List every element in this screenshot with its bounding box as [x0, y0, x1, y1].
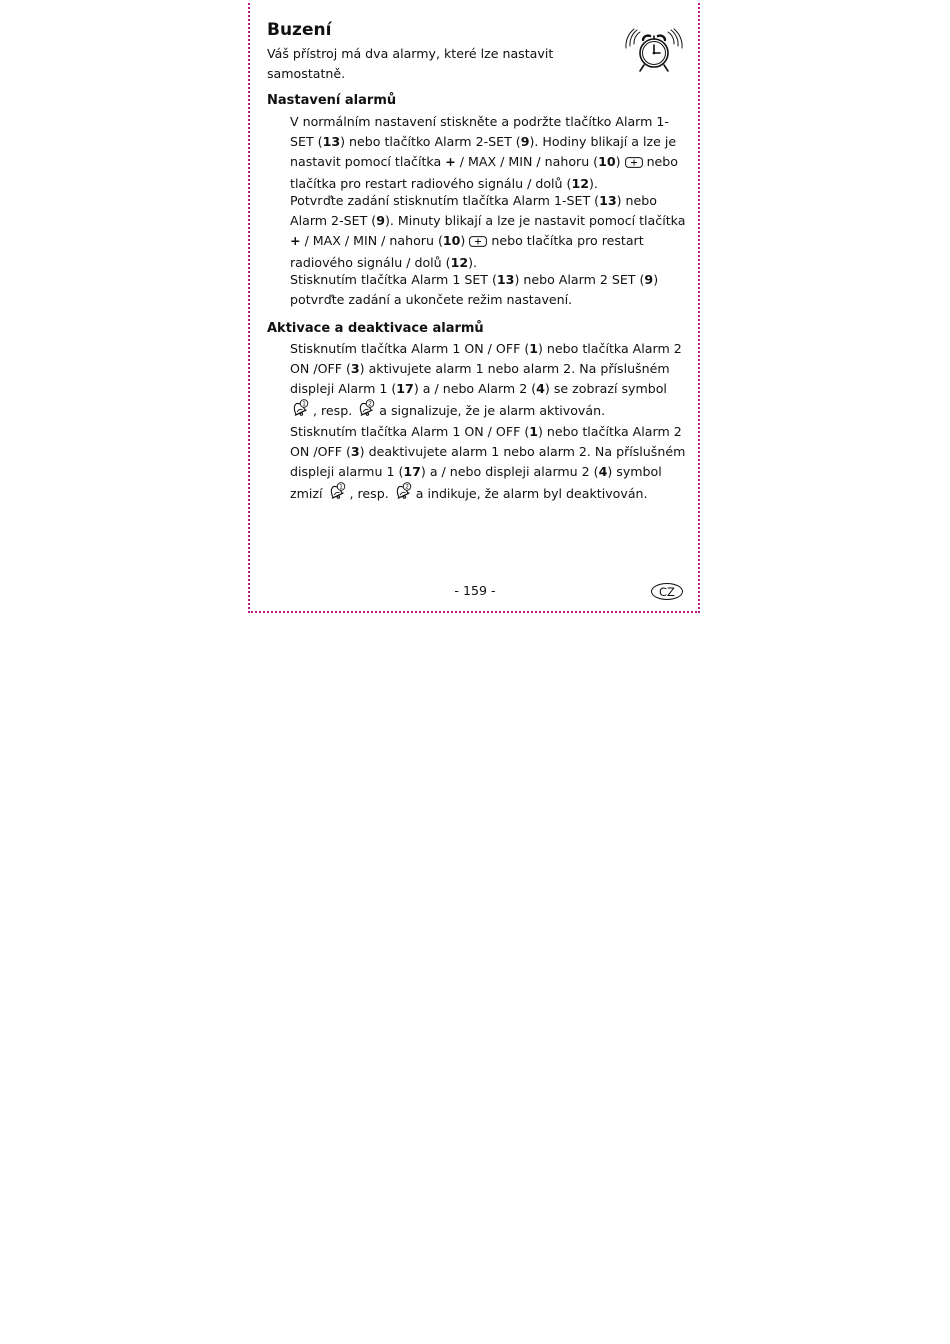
text-run: ). Hodiny blikají a lze je nastavit pomocí tlačítka [290, 133, 677, 169]
intro-text: Váš přístroj má dva alarmy, které lze nastavit samostatně. [267, 46, 554, 81]
text-run: nebo tlačítka pro restart radiového signálu / dolů ( [290, 153, 678, 191]
reference-number: 13 [599, 193, 617, 208]
reference-number: 13 [322, 133, 341, 149]
text-run: / MAX / MIN / nahoru ( [455, 153, 599, 169]
section-heading-alarm-setting: Nastavení alarmů [267, 93, 397, 108]
text-run: ) nebo tlačítko Alarm 2-SET ( [340, 133, 521, 149]
text-run: ) aktivujete alarm 1 nebo alarm 2. Na příslušném displeji Alarm 1 ( [290, 360, 670, 396]
page-number: - 159 - [454, 583, 496, 598]
section-heading-alarm-activation: Aktivace a deaktivace alarmů [267, 321, 484, 336]
text-run: ) nebo Alarm 2 SET ( [514, 272, 645, 287]
text-run: ) a / nebo Alarm 2 ( [413, 380, 537, 396]
text-run: Potvrďte zadání stisknutím tlačítka Alarm 1-SET ( [290, 193, 600, 208]
paragraph [290, 422, 686, 506]
reference-number: 9 [644, 272, 654, 287]
text-run: V normálním nastavení stiskněte a podržte tlačítko Alarm 1-SET ( [290, 114, 669, 149]
language-badge: CZ [651, 583, 683, 600]
svg-text:1: 1 [338, 483, 343, 491]
reference-number: 10 [598, 153, 616, 169]
paragraph [290, 270, 686, 310]
reference-number: 12 [450, 254, 469, 270]
reference-number: 3 [350, 443, 360, 459]
text-run: ) deaktivujete alarm 1 nebo alarm 2. Na příslušném displeji alarmu 1 ( [290, 443, 686, 479]
paragraph [290, 112, 686, 194]
text-run: ) se zobrazí symbol [544, 380, 667, 396]
reference-number: + [290, 232, 301, 248]
reference-number: 10 [442, 232, 461, 248]
text-run: ) nebo tlačítka Alarm 2 ON /OFF ( [290, 424, 682, 459]
reference-number: 17 [396, 380, 414, 396]
reference-number: 4 [598, 463, 608, 479]
alarm-clock-ringing-icon [624, 26, 684, 76]
text-run: ). [468, 254, 478, 270]
plus-key-icon [625, 154, 643, 174]
alarm2-bell-icon [356, 399, 375, 423]
text-run: , resp. [345, 485, 393, 501]
reference-number: 4 [536, 380, 545, 396]
svg-text:1: 1 [302, 400, 306, 408]
text-run: ). Minuty blikají a lze je nastavit pomocí tlačítka [384, 212, 686, 228]
text-run: ) nebo tlačítka Alarm 2 ON /OFF ( [290, 341, 682, 376]
text-run: Stisknutím tlačítka Alarm 1 SET ( [290, 272, 497, 287]
text-run: a indikuje, že alarm byl deaktivován. [411, 485, 648, 501]
text-run: ) potvrďte zadání a ukončete režim nastavení. [290, 272, 659, 307]
alarm1-bell-icon [290, 399, 309, 423]
reference-number: 3 [350, 360, 360, 376]
page-title: Buzení [267, 20, 332, 40]
text-run: ) symbol zmizí [290, 463, 662, 501]
text-run: ) nebo Alarm 2-SET ( [290, 193, 657, 228]
text-run: Stisknutím tlačítka Alarm 1 ON / OFF ( [290, 341, 530, 356]
reference-number: 17 [403, 463, 421, 479]
text-run: / MAX / MIN / nahoru ( [300, 232, 443, 248]
text-run: a signalizuje, že je alarm aktivován. [375, 402, 606, 418]
paragraph [290, 191, 686, 273]
reference-number: 9 [520, 133, 530, 149]
paragraph [290, 339, 686, 423]
text-run: ) [460, 232, 470, 248]
alarm2-bell-icon [393, 482, 412, 506]
text-run: nebo tlačítka pro restart radiového signálu / dolů ( [290, 232, 644, 270]
svg-text:2: 2 [404, 483, 409, 491]
reference-number: 1 [529, 424, 539, 439]
text-run: ) [615, 153, 625, 169]
text-run: , resp. [309, 402, 357, 418]
text-run: Stisknutím tlačítka Alarm 1 ON / OFF ( [290, 424, 530, 439]
plus-key-icon [469, 233, 487, 253]
reference-number: 12 [571, 175, 589, 191]
text-run: ) a / nebo displeji alarmu 2 ( [420, 463, 599, 479]
text-run: ). [589, 175, 598, 191]
reference-number: 9 [376, 212, 385, 228]
reference-number: 13 [496, 272, 515, 287]
svg-text:2: 2 [368, 400, 373, 408]
reference-number: 1 [529, 341, 539, 356]
alarm1-bell-icon [327, 482, 346, 506]
reference-number: + [445, 153, 456, 169]
